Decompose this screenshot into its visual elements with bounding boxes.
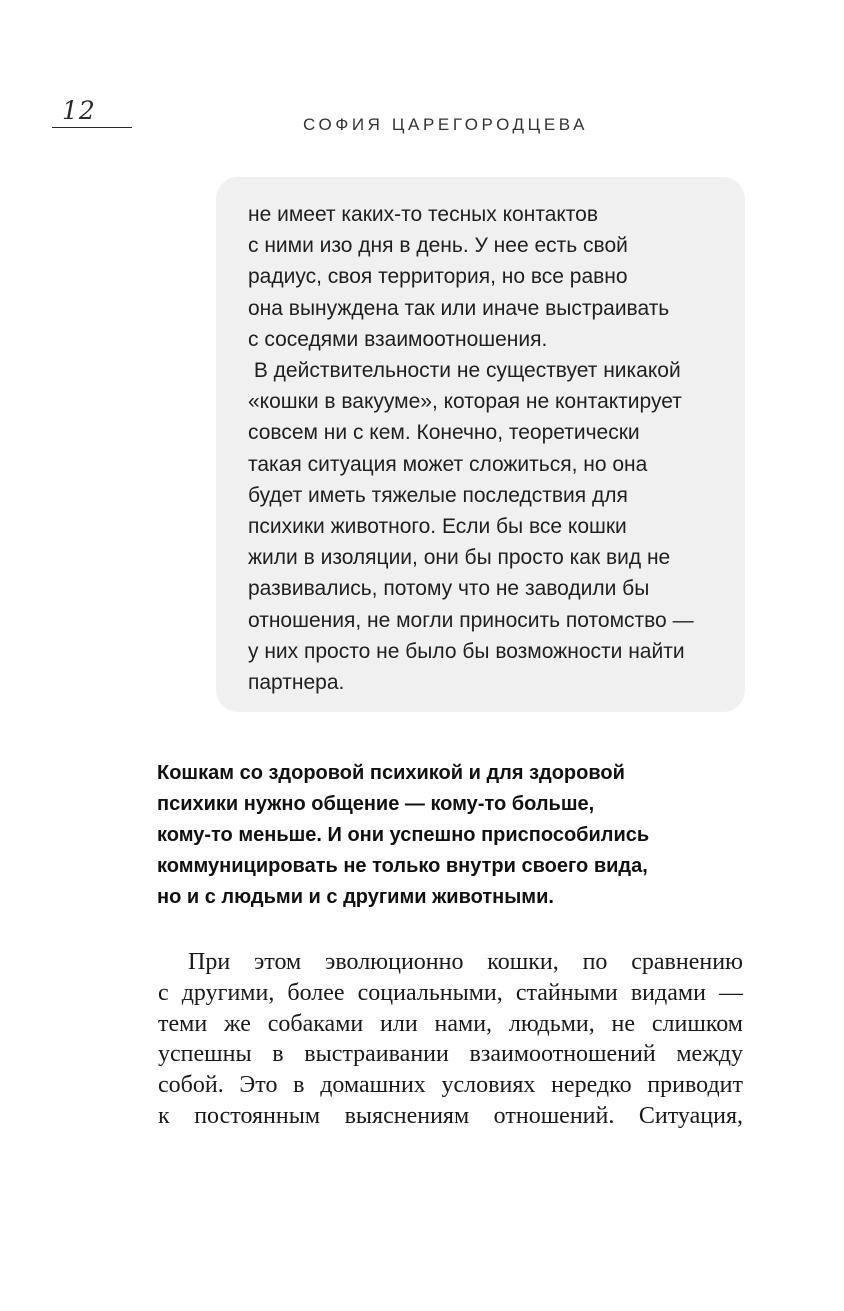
emphasis-paragraph bbox=[157, 758, 649, 913]
callout-line: с ними изо дня в день. У нее есть свой bbox=[248, 234, 628, 258]
callout-line: В действительности не существует никакой bbox=[248, 359, 681, 383]
body-line: теми же собаками или нами, людьми, не слишком bbox=[158, 1010, 743, 1037]
callout-line: с соседями взаимоотношения. bbox=[248, 327, 548, 351]
callout-line: радиус, своя территория, но все равно bbox=[248, 265, 628, 289]
callout-line: будет иметь тяжелые последствия для bbox=[248, 483, 628, 507]
callout-line: жили в изоляции, они бы просто как вид не bbox=[248, 546, 671, 570]
emphasis-line: коммуницировать не только внутри своего вида, bbox=[157, 855, 648, 877]
callout-box bbox=[216, 177, 745, 712]
callout-line: психики животного. Если бы все кошки bbox=[248, 515, 627, 539]
page-number: 12 bbox=[62, 96, 96, 125]
callout-line: развивались, потому что не заводили бы bbox=[248, 577, 650, 601]
callout-line: не имеет каких-то тесных контактов bbox=[248, 203, 599, 226]
emphasis-line: Кошкам со здоровой психикой и для здоровой bbox=[157, 762, 625, 784]
callout-line: совсем ни с кем. Конечно, теоретически bbox=[248, 421, 640, 445]
callout-line: она вынуждена так или иначе выстраивать bbox=[248, 296, 670, 320]
body-line: При этом эволюционно кошки, по сравнению bbox=[188, 949, 743, 975]
callout-line: такая ситуация может сложиться, но она bbox=[248, 452, 648, 476]
page-number-rule bbox=[52, 127, 132, 128]
emphasis-line: кому-то меньше. И они успешно приспособились bbox=[157, 824, 650, 846]
emphasis-line: психики нужно общение — кому-то больше, bbox=[157, 793, 595, 815]
running-head: СОФИЯ ЦАРЕГОРОДЦЕВА bbox=[303, 115, 589, 134]
body-line: с другими, более социальными, стайными видами — bbox=[158, 979, 743, 1006]
callout-line: партнера. bbox=[248, 671, 345, 695]
body-line: успешны в выстраивании взаимоотношений между bbox=[158, 1041, 743, 1068]
callout-line: у них просто не было бы возможности найти bbox=[248, 639, 685, 663]
emphasis-line: но и с людьми и с другими животными. bbox=[157, 886, 554, 908]
body-line: собой. Это в домашних условиях нередко приводит bbox=[158, 1072, 743, 1099]
callout-line: отношения, не могли приносить потомство — bbox=[248, 608, 694, 632]
body-line: к постоянным выяснениям отношений. Ситуация, bbox=[158, 1102, 743, 1129]
callout-line: «кошки в вакууме», которая не контактирует bbox=[248, 390, 682, 414]
body-paragraph bbox=[158, 947, 743, 1132]
